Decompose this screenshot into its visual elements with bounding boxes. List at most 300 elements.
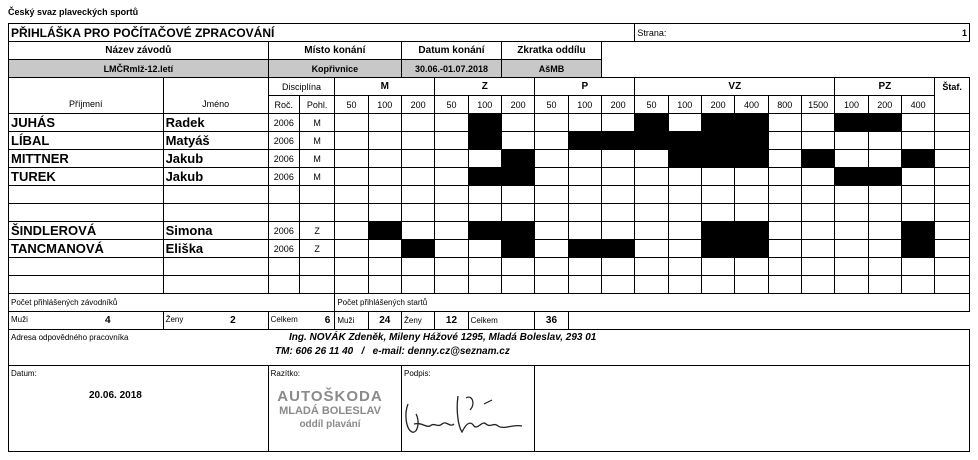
distance-header: 200 (501, 96, 534, 114)
event-entry-cell (368, 204, 401, 222)
event-entry-cell (701, 168, 734, 186)
distance-header: 100 (568, 96, 601, 114)
swimmer-gender: M (299, 132, 334, 150)
event-entry-cell (335, 276, 368, 294)
event-entry-cell (835, 204, 868, 222)
event-entry-cell (368, 168, 401, 186)
swimmer-year (268, 276, 299, 294)
distance-header: 50 (335, 96, 368, 114)
event-entry-marked (901, 240, 934, 258)
event-entry-marked (601, 132, 634, 150)
event-entry-marked (901, 222, 934, 240)
event-entry-cell (768, 186, 801, 204)
swimmer-surname: JUHÁS (9, 114, 164, 132)
organization-name: Český svaz plaveckých sportů (8, 7, 139, 17)
event-entry-cell (768, 240, 801, 258)
relay-cell (935, 240, 970, 258)
event-entry-cell (601, 276, 634, 294)
event-entry-cell (335, 204, 368, 222)
event-entry-cell (335, 114, 368, 132)
event-entry-marked (635, 114, 668, 132)
signature-label: Podpis: (403, 369, 431, 378)
contact-phone-email: TM: 606 26 11 40 / e-mail: denny.cz@seznam.cz (275, 346, 510, 357)
club-stamp (270, 390, 390, 432)
distance-header: 200 (868, 96, 901, 114)
event-entry-cell (335, 150, 368, 168)
event-entry-marked (401, 240, 434, 258)
event-entry-cell (668, 258, 701, 276)
event-entry-marked (601, 240, 634, 258)
event-entry-cell (835, 276, 868, 294)
event-entry-cell (901, 132, 934, 150)
event-entry-cell (335, 240, 368, 258)
event-entry-cell (368, 258, 401, 276)
swimmer-firstname (163, 276, 268, 294)
swimmer-year: 2006 (268, 240, 299, 258)
event-entry-cell (868, 276, 901, 294)
event-entry-marked (835, 168, 868, 186)
event-entry-cell (401, 150, 434, 168)
event-entry-marked (368, 222, 401, 240)
event-entry-marked (701, 240, 734, 258)
event-entry-cell (835, 240, 868, 258)
event-place-value: Kopřivnice (268, 60, 401, 78)
event-entry-cell (535, 150, 568, 168)
swimmer-year: 2006 (268, 222, 299, 240)
swimmer-surname (9, 186, 164, 204)
relay-cell (935, 132, 970, 150)
event-entry-cell (401, 258, 434, 276)
page-label: Strana: (635, 24, 935, 42)
event-entry-cell (501, 186, 534, 204)
swimmer-gender (299, 258, 334, 276)
starts-total-count: 36 (535, 312, 568, 330)
swimmer-surname: LÍBAL (9, 132, 164, 150)
event-entry-cell (435, 204, 468, 222)
event-entry-cell (401, 114, 434, 132)
swimmer-gender: M (299, 114, 334, 132)
event-entry-cell (701, 258, 734, 276)
swimmer-firstname (163, 186, 268, 204)
event-entry-cell (535, 114, 568, 132)
contact-label: Adresa odpovědného pracovníka (11, 333, 129, 342)
distance-header: 400 (735, 96, 768, 114)
event-entry-cell (368, 132, 401, 150)
event-entry-cell (635, 240, 668, 258)
event-entry-cell (668, 168, 701, 186)
firstname-header: Jméno (163, 96, 268, 114)
event-entry-cell (668, 222, 701, 240)
event-entry-cell (435, 132, 468, 150)
relay-cell (935, 204, 970, 222)
event-entry-cell (568, 222, 601, 240)
event-entry-cell (435, 168, 468, 186)
event-entry-marked (501, 240, 534, 258)
event-entry-cell (868, 222, 901, 240)
event-entry-cell (535, 240, 568, 258)
swimmer-surname (9, 204, 164, 222)
starts-men-count: 24 (368, 312, 401, 330)
distance-header: 50 (535, 96, 568, 114)
event-entry-marked (701, 222, 734, 240)
event-entry-marked (901, 150, 934, 168)
swimmer-gender: M (299, 168, 334, 186)
event-entry-cell (568, 114, 601, 132)
swimmers-women-label: Ženy (165, 315, 184, 324)
stroke-header: M (335, 78, 435, 96)
starts-total-label: Celkem (468, 312, 535, 330)
event-entry-cell (635, 150, 668, 168)
distance-header: 50 (435, 96, 468, 114)
swimmers-women-count: 2 (230, 315, 236, 326)
distance-header: 100 (668, 96, 701, 114)
event-entry-cell (868, 258, 901, 276)
event-entry-cell (768, 276, 801, 294)
event-entry-cell (501, 276, 534, 294)
event-entry-cell (768, 204, 801, 222)
relay-cell (935, 258, 970, 276)
event-entry-cell (801, 114, 834, 132)
event-entry-marked (701, 114, 734, 132)
event-entry-marked (735, 150, 768, 168)
swimmer-year: 2006 (268, 132, 299, 150)
event-entry-marked (568, 240, 601, 258)
event-entry-cell (601, 114, 634, 132)
event-entry-marked (501, 150, 534, 168)
swimmer-surname: ŠINDLEROVÁ (9, 222, 164, 240)
distance-header: 100 (468, 96, 501, 114)
event-entry-marked (668, 150, 701, 168)
swimmer-row (9, 240, 970, 258)
event-entry-cell (701, 276, 734, 294)
event-entry-cell (835, 150, 868, 168)
event-name-value: LMČRmlž-12.letí (9, 60, 269, 78)
event-entry-cell (668, 276, 701, 294)
event-entry-cell (468, 240, 501, 258)
event-entry-cell (901, 204, 934, 222)
swimmers-total-label: Celkem (270, 315, 298, 324)
event-entry-marked (468, 222, 501, 240)
event-entry-cell (768, 222, 801, 240)
swimmer-gender: M (299, 150, 334, 168)
swimmer-surname: TUREK (9, 168, 164, 186)
swimmer-row (9, 168, 970, 186)
event-entry-cell (468, 150, 501, 168)
event-entry-cell (735, 204, 768, 222)
event-entry-marked (701, 150, 734, 168)
event-entry-cell (335, 132, 368, 150)
relay-cell (935, 168, 970, 186)
date-label: Datum: (11, 369, 37, 378)
event-entry-cell (635, 204, 668, 222)
event-entry-cell (501, 114, 534, 132)
event-entry-cell (601, 186, 634, 204)
event-entry-cell (635, 222, 668, 240)
event-entry-cell (668, 114, 701, 132)
event-entry-cell (601, 204, 634, 222)
event-entry-cell (868, 150, 901, 168)
event-entry-cell (401, 204, 434, 222)
event-entry-cell (635, 186, 668, 204)
event-entry-cell (901, 276, 934, 294)
starts-women-count: 12 (435, 312, 468, 330)
event-entry-cell (601, 150, 634, 168)
event-date-value: 30.06.-01.07.2018 (401, 60, 501, 78)
event-entry-cell (368, 240, 401, 258)
surname-header: Příjmení (9, 96, 164, 114)
distance-header: 200 (601, 96, 634, 114)
relay-cell (935, 186, 970, 204)
event-entry-cell (468, 258, 501, 276)
event-entry-cell (768, 168, 801, 186)
event-entry-marked (568, 132, 601, 150)
swimmer-row (9, 114, 970, 132)
event-entry-cell (368, 114, 401, 132)
swimmer-year (268, 258, 299, 276)
event-entry-cell (568, 186, 601, 204)
event-entry-cell (401, 276, 434, 294)
form-title: PŘIHLÁŠKA PRO POČÍTAČOVÉ ZPRACOVÁNÍ (9, 24, 635, 42)
swimmer-firstname: Matyáš (163, 132, 268, 150)
event-entry-cell (368, 186, 401, 204)
swimmers-count-label: Počet přihlášených závodníků (9, 294, 335, 312)
event-entry-marked (468, 168, 501, 186)
event-entry-cell (868, 132, 901, 150)
event-entry-cell (901, 186, 934, 204)
event-entry-cell (535, 204, 568, 222)
event-entry-cell (535, 186, 568, 204)
swimmer-year (268, 186, 299, 204)
event-entry-cell (468, 276, 501, 294)
event-entry-cell (535, 168, 568, 186)
swimmer-firstname: Eliška (163, 240, 268, 258)
swimmer-row (9, 258, 970, 276)
event-entry-marked (735, 132, 768, 150)
club-code-label: Zkratka oddílu (501, 42, 601, 60)
event-entry-cell (735, 258, 768, 276)
event-entry-cell (835, 132, 868, 150)
stroke-header: P (535, 78, 635, 96)
swimmer-gender: Z (299, 222, 334, 240)
swimmer-firstname: Jakub (163, 168, 268, 186)
stamp-line-2: MLADÁ BOLESLAV (279, 405, 381, 417)
swimmer-year (268, 204, 299, 222)
event-entry-marked (501, 168, 534, 186)
handwritten-signature (400, 384, 530, 444)
stroke-header: Z (435, 78, 535, 96)
swimmer-year: 2006 (268, 150, 299, 168)
event-entry-marked (468, 114, 501, 132)
event-entry-cell (568, 258, 601, 276)
event-entry-cell (435, 222, 468, 240)
event-entry-cell (435, 150, 468, 168)
event-entry-cell (668, 240, 701, 258)
event-entry-cell (568, 168, 601, 186)
event-entry-cell (601, 222, 634, 240)
starts-women-label: Ženy (401, 312, 434, 330)
event-entry-cell (635, 258, 668, 276)
club-code-value: AšMB (501, 60, 601, 78)
event-entry-marked (835, 114, 868, 132)
event-entry-cell (401, 222, 434, 240)
event-entry-cell (635, 276, 668, 294)
event-entry-cell (335, 222, 368, 240)
swimmer-surname (9, 258, 164, 276)
event-entry-marked (735, 240, 768, 258)
event-entry-cell (435, 240, 468, 258)
event-entry-cell (801, 240, 834, 258)
event-entry-cell (601, 258, 634, 276)
stroke-header: VZ (635, 78, 835, 96)
swimmer-row (9, 186, 970, 204)
event-entry-cell (868, 240, 901, 258)
event-entry-marked (735, 114, 768, 132)
starts-men-label: Muži (335, 312, 368, 330)
gender-header: Pohl. (299, 96, 334, 114)
event-entry-cell (535, 132, 568, 150)
event-entry-cell (701, 186, 734, 204)
event-entry-marked (801, 150, 834, 168)
event-entry-cell (335, 258, 368, 276)
event-entry-cell (801, 168, 834, 186)
swimmer-row (9, 150, 970, 168)
event-entry-cell (735, 276, 768, 294)
event-entry-cell (435, 258, 468, 276)
stamp-label: Razítko: (270, 369, 300, 378)
event-entry-marked (635, 132, 668, 150)
stroke-header: PZ (835, 78, 935, 96)
event-entry-cell (368, 276, 401, 294)
event-entry-cell (435, 276, 468, 294)
event-entry-cell (601, 168, 634, 186)
event-entry-marked (735, 222, 768, 240)
event-entry-cell (401, 132, 434, 150)
event-entry-cell (868, 186, 901, 204)
event-entry-cell (568, 204, 601, 222)
event-entry-cell (868, 204, 901, 222)
event-name-label: Název závodů (9, 42, 269, 60)
swimmer-year: 2006 (268, 114, 299, 132)
event-entry-cell (568, 276, 601, 294)
event-entry-cell (401, 168, 434, 186)
distance-header: 200 (701, 96, 734, 114)
distance-header: 50 (635, 96, 668, 114)
swimmer-firstname (163, 204, 268, 222)
swimmer-gender (299, 204, 334, 222)
event-date-label: Datum konání (401, 42, 501, 60)
event-entry-cell (768, 114, 801, 132)
event-entry-cell (635, 168, 668, 186)
distance-header: 1500 (801, 96, 834, 114)
event-entry-cell (535, 276, 568, 294)
event-entry-marked (701, 132, 734, 150)
starts-count-label: Počet přihlášených startů (335, 294, 970, 312)
event-entry-marked (868, 168, 901, 186)
distance-header: 400 (901, 96, 934, 114)
distance-header: 200 (401, 96, 434, 114)
contact-address: Ing. NOVÁK Zdeněk, Mileny Hážové 1295, Mladá Boleslav, 293 01 (289, 332, 597, 343)
relay-cell (935, 114, 970, 132)
relay-cell (935, 222, 970, 240)
event-entry-marked (868, 114, 901, 132)
stamp-line-3: oddíl plavání (299, 419, 361, 430)
event-entry-cell (835, 222, 868, 240)
event-entry-cell (668, 186, 701, 204)
page-number: 1 (935, 24, 970, 42)
stamp-line-1: AUTOŠKODA (277, 388, 383, 405)
event-entry-cell (901, 168, 934, 186)
event-entry-cell (335, 168, 368, 186)
event-entry-marked (668, 132, 701, 150)
event-entry-cell (568, 150, 601, 168)
swimmers-total-count: 6 (324, 315, 331, 326)
event-entry-cell (501, 204, 534, 222)
event-entry-cell (435, 114, 468, 132)
swimmer-surname: MITTNER (9, 150, 164, 168)
event-entry-cell (368, 150, 401, 168)
event-entry-cell (801, 132, 834, 150)
swimmer-row (9, 204, 970, 222)
event-entry-cell (735, 168, 768, 186)
event-entry-cell (335, 186, 368, 204)
swimmer-firstname (163, 258, 268, 276)
swimmer-firstname: Simona (163, 222, 268, 240)
year-header: Roč. (268, 96, 299, 114)
swimmer-row (9, 276, 970, 294)
event-entry-marked (501, 222, 534, 240)
date-value: 20.06. 2018 (89, 390, 142, 401)
event-entry-cell (668, 204, 701, 222)
distance-header: 100 (368, 96, 401, 114)
event-entry-cell (835, 186, 868, 204)
event-entry-cell (801, 258, 834, 276)
event-entry-cell (768, 258, 801, 276)
event-entry-cell (501, 258, 534, 276)
event-entry-cell (801, 276, 834, 294)
event-entry-cell (701, 204, 734, 222)
event-place-label: Místo konání (268, 42, 401, 60)
swimmer-firstname: Jakub (163, 150, 268, 168)
event-entry-cell (901, 114, 934, 132)
event-entry-cell (768, 150, 801, 168)
distance-header: 800 (768, 96, 801, 114)
relay-cell (935, 276, 970, 294)
event-entry-cell (901, 258, 934, 276)
event-entry-cell (735, 186, 768, 204)
event-entry-cell (535, 258, 568, 276)
swimmer-gender (299, 186, 334, 204)
event-entry-cell (801, 222, 834, 240)
relay-cell (935, 150, 970, 168)
distance-header: 100 (835, 96, 868, 114)
swimmer-surname (9, 276, 164, 294)
event-entry-cell (835, 258, 868, 276)
event-entry-cell (535, 222, 568, 240)
event-entry-cell (801, 204, 834, 222)
event-entry-marked (468, 132, 501, 150)
swimmers-men-label: Muži (11, 315, 28, 324)
event-entry-cell (768, 132, 801, 150)
swimmer-row (9, 132, 970, 150)
swimmer-gender: Z (299, 240, 334, 258)
swimmer-surname: TANCMANOVÁ (9, 240, 164, 258)
event-entry-cell (468, 204, 501, 222)
swimmers-men-count: 4 (105, 315, 111, 326)
event-entry-cell (501, 132, 534, 150)
swimmer-firstname: Radek (163, 114, 268, 132)
swimmer-gender (299, 276, 334, 294)
event-entry-cell (468, 186, 501, 204)
